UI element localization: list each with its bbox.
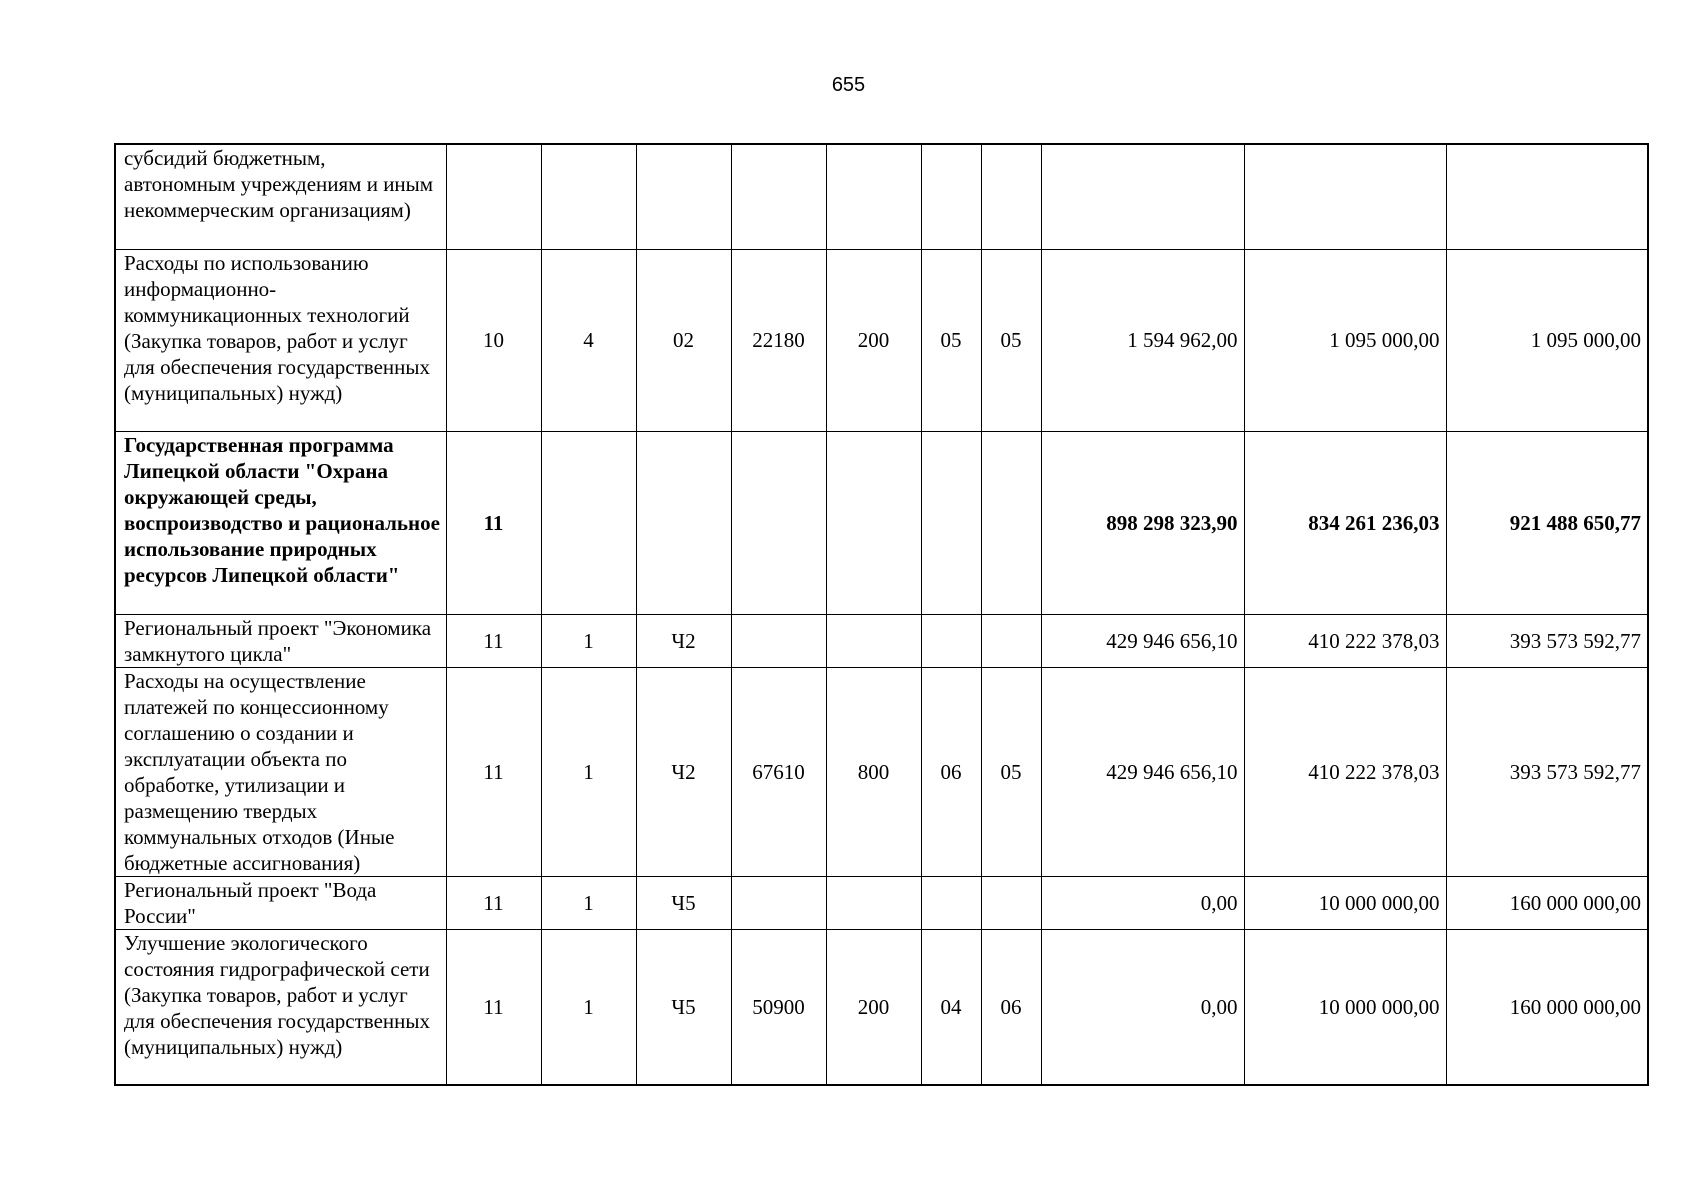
amount-year2-cell: 10 000 000,00 (1244, 929, 1446, 1085)
program-code-cell: 11 (446, 876, 541, 929)
expense-type-cell: 800 (826, 667, 921, 876)
section-code-cell (921, 431, 981, 614)
amount-year2-cell: 410 222 378,03 (1244, 614, 1446, 667)
section-code-cell (921, 614, 981, 667)
amount-year3-cell: 160 000 000,00 (1446, 929, 1648, 1085)
program-code-cell: 11 (446, 614, 541, 667)
amount-year2-cell: 834 261 236,03 (1244, 431, 1446, 614)
subprogram-code-cell: 1 (541, 614, 636, 667)
direction-code-cell: 67610 (731, 667, 826, 876)
expense-type-cell (826, 614, 921, 667)
subsection-code-cell (981, 144, 1041, 249)
row-name-cell: Расходы по использованию информационно-коммуникационных технологий (Закупка товаров, работ и услуг для обеспечения государственных (муниципальных) нужд) (115, 249, 446, 431)
row-name-cell: Региональный проект "Экономика замкнутого цикла" (115, 614, 446, 667)
program-code-cell: 11 (446, 667, 541, 876)
subprogram-code-cell: 1 (541, 876, 636, 929)
subprogram-code-cell: 1 (541, 667, 636, 876)
project-code-cell: 02 (636, 249, 731, 431)
project-code-cell: Ч5 (636, 876, 731, 929)
page-number: 655 (831, 74, 866, 96)
amount-year2-cell: 410 222 378,03 (1244, 667, 1446, 876)
section-code-cell: 06 (921, 667, 981, 876)
subsection-code-cell: 05 (981, 667, 1041, 876)
expense-type-cell (826, 876, 921, 929)
section-code-cell: 05 (921, 249, 981, 431)
project-code-cell (636, 431, 731, 614)
amount-year3-cell: 393 573 592,77 (1446, 614, 1648, 667)
table-row (115, 144, 1648, 249)
project-code-cell (636, 144, 731, 249)
direction-code-cell (731, 876, 826, 929)
amount-year1-cell: 0,00 (1041, 876, 1244, 929)
subprogram-code-cell (541, 431, 636, 614)
amount-year3-cell: 393 573 592,77 (1446, 667, 1648, 876)
amount-year2-cell: 1 095 000,00 (1244, 249, 1446, 431)
subprogram-code-cell (541, 144, 636, 249)
table-row (115, 667, 1648, 876)
table-row (115, 249, 1648, 431)
row-name-cell: Государственная программа Липецкой области "Охрана окружающей среды, воспроизводство и рациональное использование природных ресурсов Липецкой области" (115, 431, 446, 614)
program-code-cell: 10 (446, 249, 541, 431)
section-code-cell: 04 (921, 929, 981, 1085)
amount-year3-cell (1446, 144, 1648, 249)
table-row (115, 614, 1648, 667)
project-code-cell: Ч2 (636, 614, 731, 667)
direction-code-cell (731, 431, 826, 614)
subsection-code-cell: 05 (981, 249, 1041, 431)
row-name-cell: Расходы на осуществление платежей по концессионному соглашению о создании и эксплуатации объекта по обработке, утилизации и размещению твердых коммунальных отходов (Иные бюджетные ассигнования) (115, 667, 446, 876)
subsection-code-cell (981, 876, 1041, 929)
subprogram-code-cell: 4 (541, 249, 636, 431)
project-code-cell: Ч5 (636, 929, 731, 1085)
expense-type-cell: 200 (826, 929, 921, 1085)
expense-type-cell (826, 431, 921, 614)
amount-year1-cell: 0,00 (1041, 929, 1244, 1085)
amount-year2-cell (1244, 144, 1446, 249)
table-row (115, 431, 1648, 614)
direction-code-cell: 50900 (731, 929, 826, 1085)
program-code-cell: 11 (446, 431, 541, 614)
subsection-code-cell (981, 431, 1041, 614)
direction-code-cell (731, 144, 826, 249)
row-name-cell: субсидий бюджетным, автономным учреждениям и иным некоммерческим организациям) (115, 144, 446, 249)
table-row (115, 929, 1648, 1085)
program-code-cell: 11 (446, 929, 541, 1085)
amount-year2-cell: 10 000 000,00 (1244, 876, 1446, 929)
expense-type-cell (826, 144, 921, 249)
section-code-cell (921, 144, 981, 249)
amount-year1-cell: 429 946 656,10 (1041, 614, 1244, 667)
budget-table (114, 143, 1649, 1086)
project-code-cell: Ч2 (636, 667, 731, 876)
direction-code-cell (731, 614, 826, 667)
direction-code-cell: 22180 (731, 249, 826, 431)
amount-year3-cell: 921 488 650,77 (1446, 431, 1648, 614)
amount-year1-cell: 1 594 962,00 (1041, 249, 1244, 431)
program-code-cell (446, 144, 541, 249)
amount-year3-cell: 1 095 000,00 (1446, 249, 1648, 431)
section-code-cell (921, 876, 981, 929)
amount-year1-cell: 898 298 323,90 (1041, 431, 1244, 614)
row-name-cell: Улучшение экологического состояния гидрографической сети (Закупка товаров, работ и услуг для обеспечения государственных (муниципальных) нужд) (115, 929, 446, 1085)
subprogram-code-cell: 1 (541, 929, 636, 1085)
subsection-code-cell (981, 614, 1041, 667)
table-row (115, 876, 1648, 929)
amount-year1-cell (1041, 144, 1244, 249)
expense-type-cell: 200 (826, 249, 921, 431)
amount-year1-cell: 429 946 656,10 (1041, 667, 1244, 876)
amount-year3-cell: 160 000 000,00 (1446, 876, 1648, 929)
subsection-code-cell: 06 (981, 929, 1041, 1085)
row-name-cell: Региональный проект "Вода России" (115, 876, 446, 929)
